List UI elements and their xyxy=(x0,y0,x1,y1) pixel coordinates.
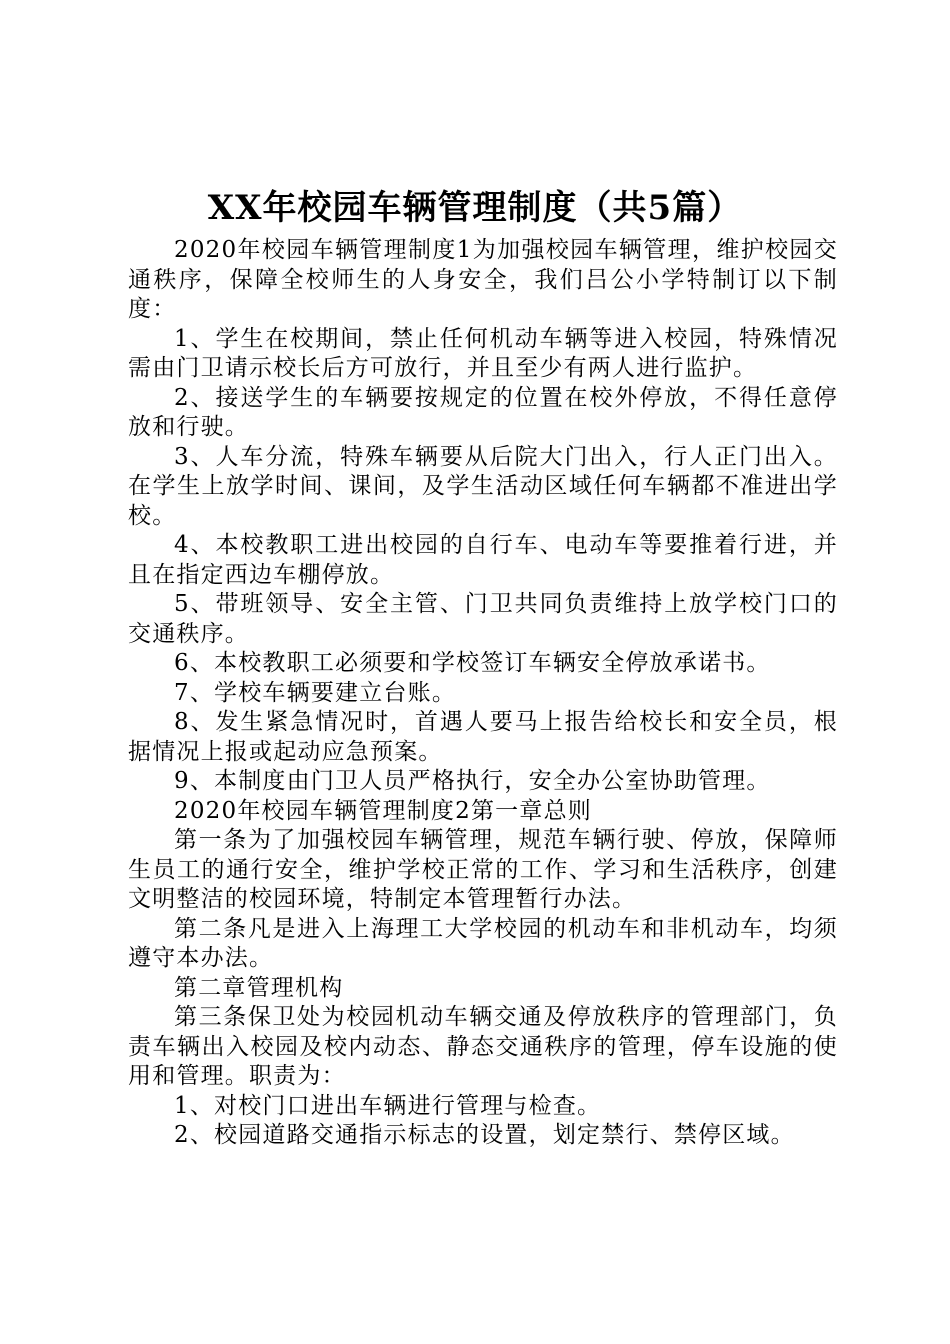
paragraph: 第一条为了加强校园车辆管理，规范车辆行驶、停放，保障师生员工的通行安全，维护学校正常的工作、学习和生活秩序，创建文明整洁的校园环境，特制定本管理暂行办法。 xyxy=(128,827,838,912)
paragraph: 5、带班领导、安全主管、门卫共同负责维持上放学校门口的交通秩序。 xyxy=(128,591,838,647)
paragraph: 2、校园道路交通指示标志的设置，划定禁行、禁停区域。 xyxy=(174,1122,795,1148)
section-heading: 2020年校园车辆管理制度2第一章总则 xyxy=(174,797,592,824)
paragraph: 8、发生紧急情况时，首遇人要马上报告给校长和安全员，根据情况上报或起动应急预案。 xyxy=(128,709,838,765)
paragraph: 2、接送学生的车辆要按规定的位置在校外停放，不得任意停放和行驶。 xyxy=(128,384,838,440)
paragraph: 6、本校教职工必须要和学校签订车辆安全停放承诺书。 xyxy=(174,650,771,676)
section-heading: 第二章管理机构 xyxy=(174,974,344,1001)
paragraph: 2020年校园车辆管理制度1为加强校园车辆管理，维护校园交通秩序，保障全校师生的人身安全，我们吕公小学特制订以下制度： xyxy=(128,237,838,322)
paragraph: 4、本校教职工进出校园的自行车、电动车等要推着行进，并且在指定西边车棚停放。 xyxy=(128,532,838,588)
paragraph: 1、学生在校期间，禁止任何机动车辆等进入校园，特殊情况需由门卫请示校长后方可放行，并且至少有两人进行监护。 xyxy=(128,325,838,381)
paragraph: 第二条凡是进入上海理工大学校园的机动车和非机动车，均须遵守本办法。 xyxy=(128,915,838,971)
paragraph: 第三条保卫处为校园机动车辆交通及停放秩序的管理部门，负责车辆出入校园及校内动态、静态交通秩序的管理，停车设施的使用和管理。职责为： xyxy=(128,1004,838,1089)
paragraph: 1、对校门口进出车辆进行管理与检查。 xyxy=(174,1092,602,1119)
paragraph: 3、人车分流，特殊车辆要从后院大门出入，行人正门出入。在学生上放学时间、课间，及学生活动区域任何车辆都不准进出学校。 xyxy=(128,443,838,529)
document-body xyxy=(128,236,838,1151)
paragraph: 7、学校车辆要建立台账。 xyxy=(174,679,457,706)
document-title: XX年校园车辆管理制度（共5篇） xyxy=(207,188,743,228)
paragraph: 9、本制度由门卫人员严格执行，安全办公室协助管理。 xyxy=(174,768,771,794)
